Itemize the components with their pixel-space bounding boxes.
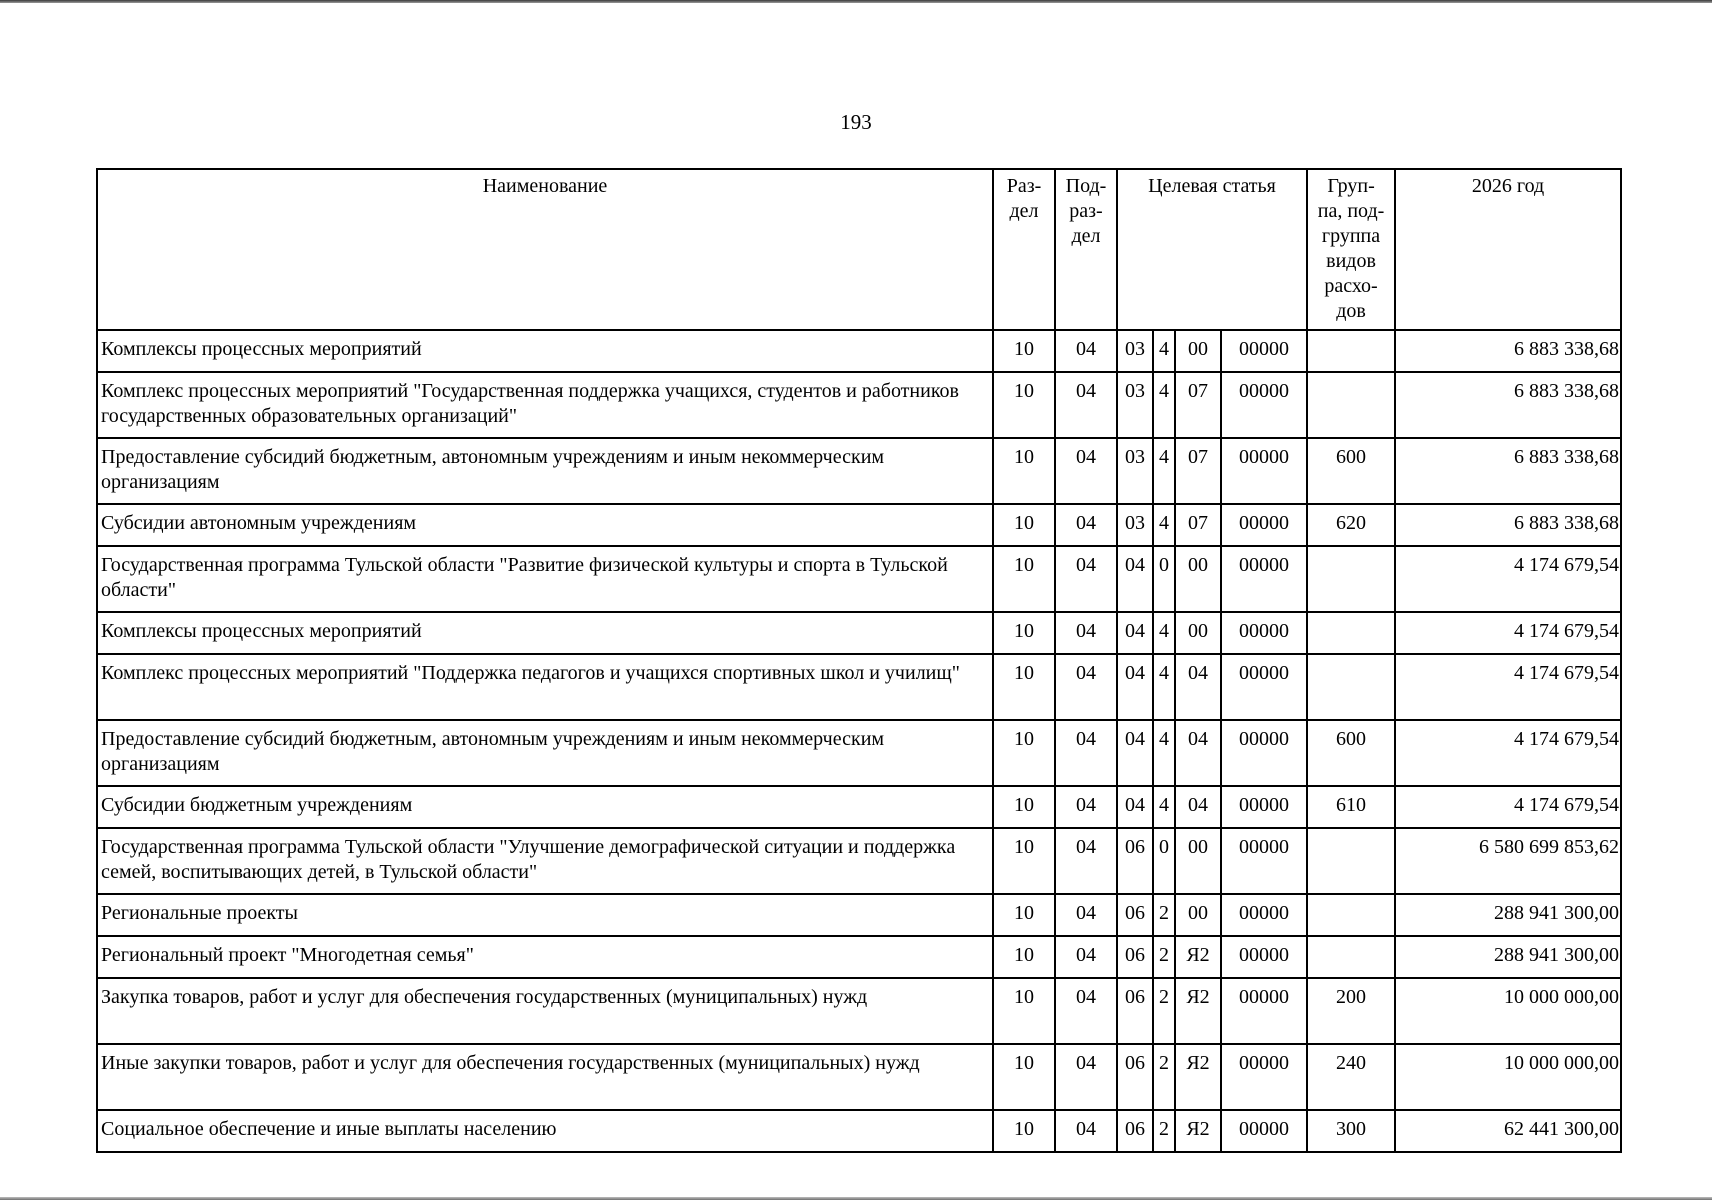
cell-amount: 10 000 000,00 <box>1395 978 1621 1044</box>
cell-expense-group <box>1307 546 1395 612</box>
table-row <box>97 1044 1621 1110</box>
cell-subsection: 04 <box>1055 1110 1117 1152</box>
header-year: 2026 год <box>1395 169 1621 330</box>
cell-target-subprogram: 04 <box>1175 786 1221 828</box>
cell-expense-group <box>1307 330 1395 372</box>
cell-target-subprogram: 00 <box>1175 828 1221 894</box>
cell-target-type: 2 <box>1153 1110 1175 1152</box>
cell-name: Предоставление субсидий бюджетным, автономным учреждениям и иным некоммерческим организациям <box>97 438 993 504</box>
cell-target-subprogram: 00 <box>1175 330 1221 372</box>
cell-target-type: 4 <box>1153 654 1175 720</box>
cell-target-subprogram: 07 <box>1175 438 1221 504</box>
cell-amount: 6 883 338,68 <box>1395 438 1621 504</box>
cell-expense-group: 600 <box>1307 438 1395 504</box>
cell-name: Комплекс процессных мероприятий "Поддержка педагогов и учащихся спортивных школ и училищ" <box>97 654 993 720</box>
cell-target-subprogram: Я2 <box>1175 1044 1221 1110</box>
cell-section: 10 <box>993 612 1055 654</box>
cell-expense-group <box>1307 936 1395 978</box>
header-subsection-label: Под- раз- дел <box>1065 175 1107 247</box>
table-row <box>97 720 1621 786</box>
cell-section: 10 <box>993 720 1055 786</box>
cell-target-direction: 00000 <box>1221 612 1307 654</box>
cell-target-subprogram: Я2 <box>1175 978 1221 1044</box>
cell-target-program: 04 <box>1117 720 1153 786</box>
cell-target-direction: 00000 <box>1221 330 1307 372</box>
budget-table <box>96 168 1622 1153</box>
cell-subsection: 04 <box>1055 504 1117 546</box>
table-row <box>97 894 1621 936</box>
cell-amount: 6 883 338,68 <box>1395 330 1621 372</box>
cell-subsection: 04 <box>1055 654 1117 720</box>
header-subsection <box>1055 169 1117 330</box>
cell-target-subprogram: 07 <box>1175 504 1221 546</box>
cell-target-direction: 00000 <box>1221 828 1307 894</box>
cell-target-type: 4 <box>1153 504 1175 546</box>
page-number: 193 <box>840 110 872 134</box>
table-row <box>97 978 1621 1044</box>
cell-subsection: 04 <box>1055 612 1117 654</box>
header-name: Наименование <box>97 169 993 330</box>
cell-target-direction: 00000 <box>1221 654 1307 720</box>
cell-target-type: 4 <box>1153 372 1175 438</box>
cell-target-type: 0 <box>1153 546 1175 612</box>
cell-subsection: 04 <box>1055 1044 1117 1110</box>
cell-expense-group <box>1307 828 1395 894</box>
cell-target-program: 06 <box>1117 828 1153 894</box>
header-section-label: Раз- дел <box>1006 175 1042 222</box>
cell-section: 10 <box>993 828 1055 894</box>
header-section <box>993 169 1055 330</box>
cell-target-subprogram: 00 <box>1175 894 1221 936</box>
cell-name: Субсидии бюджетным учреждениям <box>97 786 993 828</box>
cell-subsection: 04 <box>1055 438 1117 504</box>
cell-target-type: 4 <box>1153 720 1175 786</box>
cell-target-program: 03 <box>1117 438 1153 504</box>
cell-amount: 4 174 679,54 <box>1395 720 1621 786</box>
cell-name: Комплексы процессных мероприятий <box>97 330 993 372</box>
cell-target-program: 06 <box>1117 894 1153 936</box>
cell-name: Иные закупки товаров, работ и услуг для обеспечения государственных (муниципальных) нужд <box>97 1044 993 1110</box>
cell-section: 10 <box>993 894 1055 936</box>
cell-subsection: 04 <box>1055 936 1117 978</box>
cell-expense-group: 240 <box>1307 1044 1395 1110</box>
cell-amount: 4 174 679,54 <box>1395 786 1621 828</box>
cell-subsection: 04 <box>1055 894 1117 936</box>
cell-target-subprogram: 04 <box>1175 654 1221 720</box>
cell-section: 10 <box>993 438 1055 504</box>
cell-target-program: 04 <box>1117 654 1153 720</box>
table-row <box>97 828 1621 894</box>
cell-name: Региональный проект "Многодетная семья" <box>97 936 993 978</box>
cell-amount: 4 174 679,54 <box>1395 654 1621 720</box>
scan-edge-top <box>0 0 1712 3</box>
cell-section: 10 <box>993 546 1055 612</box>
cell-amount: 288 941 300,00 <box>1395 894 1621 936</box>
cell-subsection: 04 <box>1055 546 1117 612</box>
cell-target-subprogram: 00 <box>1175 612 1221 654</box>
cell-target-subprogram: 04 <box>1175 720 1221 786</box>
table-row <box>97 438 1621 504</box>
cell-name: Субсидии автономным учреждениям <box>97 504 993 546</box>
cell-target-type: 2 <box>1153 978 1175 1044</box>
cell-expense-group <box>1307 654 1395 720</box>
cell-section: 10 <box>993 654 1055 720</box>
cell-target-direction: 00000 <box>1221 1044 1307 1110</box>
cell-target-program: 03 <box>1117 504 1153 546</box>
cell-target-type: 4 <box>1153 786 1175 828</box>
table-row <box>97 372 1621 438</box>
cell-target-program: 04 <box>1117 786 1153 828</box>
cell-section: 10 <box>993 504 1055 546</box>
cell-target-program: 06 <box>1117 1044 1153 1110</box>
cell-expense-group <box>1307 612 1395 654</box>
cell-expense-group <box>1307 894 1395 936</box>
cell-expense-group: 600 <box>1307 720 1395 786</box>
cell-name: Предоставление субсидий бюджетным, автономным учреждениям и иным некоммерческим организациям <box>97 720 993 786</box>
cell-target-subprogram: Я2 <box>1175 1110 1221 1152</box>
cell-amount: 4 174 679,54 <box>1395 612 1621 654</box>
cell-target-type: 4 <box>1153 612 1175 654</box>
cell-subsection: 04 <box>1055 828 1117 894</box>
cell-target-direction: 00000 <box>1221 894 1307 936</box>
cell-section: 10 <box>993 978 1055 1044</box>
cell-subsection: 04 <box>1055 978 1117 1044</box>
cell-name: Комплексы процессных мероприятий <box>97 612 993 654</box>
cell-subsection: 04 <box>1055 720 1117 786</box>
table-body <box>97 330 1621 1152</box>
cell-section: 10 <box>993 330 1055 372</box>
cell-target-program: 04 <box>1117 612 1153 654</box>
cell-target-program: 03 <box>1117 330 1153 372</box>
cell-name: Государственная программа Тульской области "Улучшение демографической ситуации и поддержка семей, воспитывающих детей, в Тульской области" <box>97 828 993 894</box>
cell-name: Закупка товаров, работ и услуг для обеспечения государственных (муниципальных) нужд <box>97 978 993 1044</box>
cell-target-direction: 00000 <box>1221 1110 1307 1152</box>
cell-name: Государственная программа Тульской области "Развитие физической культуры и спорта в Тульской области" <box>97 546 993 612</box>
cell-expense-group: 200 <box>1307 978 1395 1044</box>
cell-target-type: 2 <box>1153 1044 1175 1110</box>
cell-target-program: 04 <box>1117 546 1153 612</box>
cell-name: Региональные проекты <box>97 894 993 936</box>
cell-target-program: 06 <box>1117 978 1153 1044</box>
cell-section: 10 <box>993 786 1055 828</box>
cell-section: 10 <box>993 1044 1055 1110</box>
cell-section: 10 <box>993 1110 1055 1152</box>
header-target-article: Целевая статья <box>1117 169 1307 330</box>
cell-target-subprogram: Я2 <box>1175 936 1221 978</box>
cell-target-subprogram: 00 <box>1175 546 1221 612</box>
cell-target-direction: 00000 <box>1221 372 1307 438</box>
header-expense-group-label: Груп- па, под- группа видов расхо- дов <box>1317 175 1385 322</box>
table-row <box>97 504 1621 546</box>
cell-amount: 62 441 300,00 <box>1395 1110 1621 1152</box>
cell-name: Комплекс процессных мероприятий "Государственная поддержка учащихся, студентов и работников государственных образовательных организаций" <box>97 372 993 438</box>
table-header-row <box>97 169 1621 330</box>
cell-amount: 288 941 300,00 <box>1395 936 1621 978</box>
cell-amount: 6 580 699 853,62 <box>1395 828 1621 894</box>
cell-amount: 4 174 679,54 <box>1395 546 1621 612</box>
cell-name: Социальное обеспечение и иные выплаты населению <box>97 1110 993 1152</box>
cell-expense-group <box>1307 372 1395 438</box>
cell-target-direction: 00000 <box>1221 504 1307 546</box>
cell-section: 10 <box>993 936 1055 978</box>
cell-target-program: 06 <box>1117 936 1153 978</box>
cell-expense-group: 300 <box>1307 1110 1395 1152</box>
cell-target-direction: 00000 <box>1221 546 1307 612</box>
table-row <box>97 612 1621 654</box>
table-row <box>97 786 1621 828</box>
table-row <box>97 546 1621 612</box>
cell-target-direction: 00000 <box>1221 978 1307 1044</box>
cell-target-type: 4 <box>1153 330 1175 372</box>
cell-amount: 6 883 338,68 <box>1395 504 1621 546</box>
cell-target-subprogram: 07 <box>1175 372 1221 438</box>
cell-target-program: 03 <box>1117 372 1153 438</box>
cell-amount: 10 000 000,00 <box>1395 1044 1621 1110</box>
cell-target-direction: 00000 <box>1221 786 1307 828</box>
cell-target-direction: 00000 <box>1221 936 1307 978</box>
cell-target-type: 0 <box>1153 828 1175 894</box>
cell-expense-group: 620 <box>1307 504 1395 546</box>
cell-target-type: 2 <box>1153 894 1175 936</box>
table-row <box>97 1110 1621 1152</box>
cell-expense-group: 610 <box>1307 786 1395 828</box>
cell-subsection: 04 <box>1055 372 1117 438</box>
header-expense-group <box>1307 169 1395 330</box>
table-row <box>97 936 1621 978</box>
table-row <box>97 330 1621 372</box>
table-row <box>97 654 1621 720</box>
cell-target-type: 4 <box>1153 438 1175 504</box>
cell-target-direction: 00000 <box>1221 720 1307 786</box>
cell-target-direction: 00000 <box>1221 438 1307 504</box>
cell-target-program: 06 <box>1117 1110 1153 1152</box>
cell-subsection: 04 <box>1055 786 1117 828</box>
cell-target-type: 2 <box>1153 936 1175 978</box>
cell-subsection: 04 <box>1055 330 1117 372</box>
cell-amount: 6 883 338,68 <box>1395 372 1621 438</box>
cell-section: 10 <box>993 372 1055 438</box>
